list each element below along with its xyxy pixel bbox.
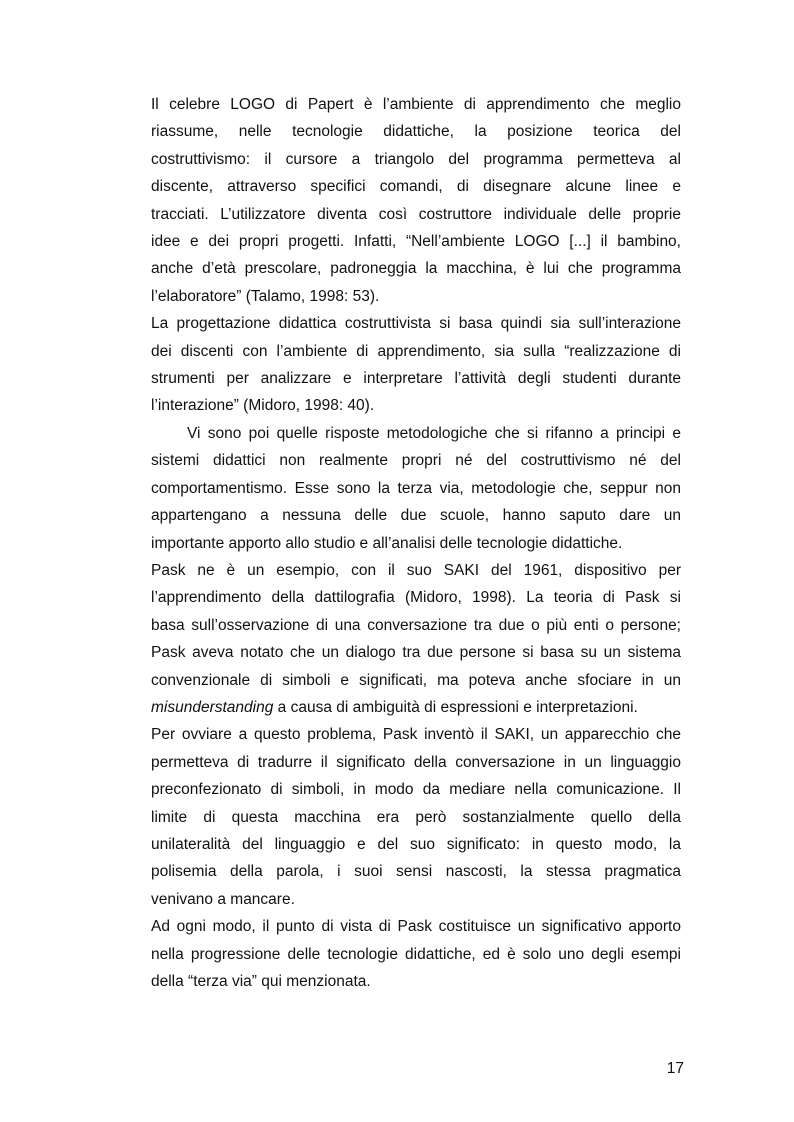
paragraph-pask-saki (151, 557, 681, 721)
text-line: costruttivismo: il cursore a triangolo del programma permetteva al (151, 150, 681, 168)
text-line: preconfezionato di simboli, in modo da mediare nella comunicazione. Il (151, 781, 681, 799)
text-line: discente, attraverso specifici comandi, di disegnare alcune linee e (151, 178, 681, 196)
text-line: strumenti per analizzare e interpretare l’attività degli studenti durante (151, 370, 681, 388)
text-line: l’interazione” (Midoro, 1998: 40). (151, 397, 375, 415)
paragraph-terza-via (151, 420, 681, 557)
text-line: Ad ogni modo, il punto di vista di Pask costituisce un significativo apporto (151, 918, 681, 936)
text-line: convenzionale di simboli e significati, ma poteva anche sfociare in un (151, 671, 681, 689)
text-fragment: a causa di ambiguità di espressioni e interpretazioni. (273, 698, 638, 716)
text-line: nella progressione delle tecnologie didattiche, ed è solo uno degli esempi (151, 945, 681, 963)
text-line: Vi sono poi quelle risposte metodologiche che si rifanno a principi e (187, 424, 681, 442)
text-line: limite di questa macchina era però sostanzialmente quello della (151, 808, 681, 826)
text-line: permetteva di tradurre il significato della conversazione in un linguaggio (151, 753, 681, 771)
text-line: unilateralità del linguaggio e del suo significato: in questo modo, la (151, 835, 681, 853)
paragraph-progettazione (151, 310, 681, 420)
text-line: basa sull’osservazione di una conversazione tra due o più enti o persone; (151, 616, 681, 634)
text-line: La progettazione didattica costruttivista si basa quindi sia sull’interazione (151, 315, 681, 333)
text-line: polisemia della parola, i suoi sensi nascosti, la stessa pragmatica (151, 863, 681, 881)
text-line (151, 694, 681, 721)
text-line: importante apporto allo studio e all’analisi delle tecnologie didattiche. (151, 534, 623, 552)
text-line: anche d’età prescolare, padroneggia la macchina, è lui che programma (151, 260, 681, 278)
text-line: appartengano a nessuna delle due scuole, hanno saputo dare un (151, 507, 681, 525)
text-line: venivano a mancare. (151, 890, 295, 908)
text-line: l’apprendimento della dattilografia (Midoro, 1998). La teoria di Pask si (151, 589, 681, 607)
page-body (151, 91, 681, 995)
italic-term: misunderstanding (151, 698, 274, 716)
text-line: dei discenti con l’ambiente di apprendimento, sia sulla “realizzazione di (151, 342, 681, 360)
text-line: Per ovviare a questo problema, Pask inventò il SAKI, un apparecchio che (151, 726, 681, 744)
text-line: l’elaboratore” (Talamo, 1998: 53). (151, 287, 380, 305)
text-line: sistemi didattici non realmente propri né del costruttivismo né del (151, 452, 681, 470)
text-line: tracciati. L’utilizzatore diventa così costruttore individuale delle proprie (151, 205, 681, 223)
text-line: Pask aveva notato che un dialogo tra due persone si basa su un sistema (151, 644, 681, 662)
text-line: Il celebre LOGO di Papert è l’ambiente di apprendimento che meglio (151, 96, 681, 113)
text-line: della “terza via” qui menzionata. (151, 973, 371, 990)
paragraph-ovviare (151, 721, 681, 913)
text-line: riassume, nelle tecnologie didattiche, la posizione teorica del (151, 123, 681, 141)
text-line: idee e dei propri progetti. Infatti, “Nell’ambiente LOGO [...] il bambino, (151, 233, 681, 251)
paragraph-conclusione (151, 913, 681, 995)
text-line: Pask ne è un esempio, con il suo SAKI del 1961, dispositivo per (151, 561, 681, 579)
paragraph-logo-papert (151, 91, 681, 310)
text-line: comportamentismo. Esse sono la terza via, metodologie che, seppur non (151, 479, 681, 497)
page-number: 17 (666, 1060, 684, 1077)
